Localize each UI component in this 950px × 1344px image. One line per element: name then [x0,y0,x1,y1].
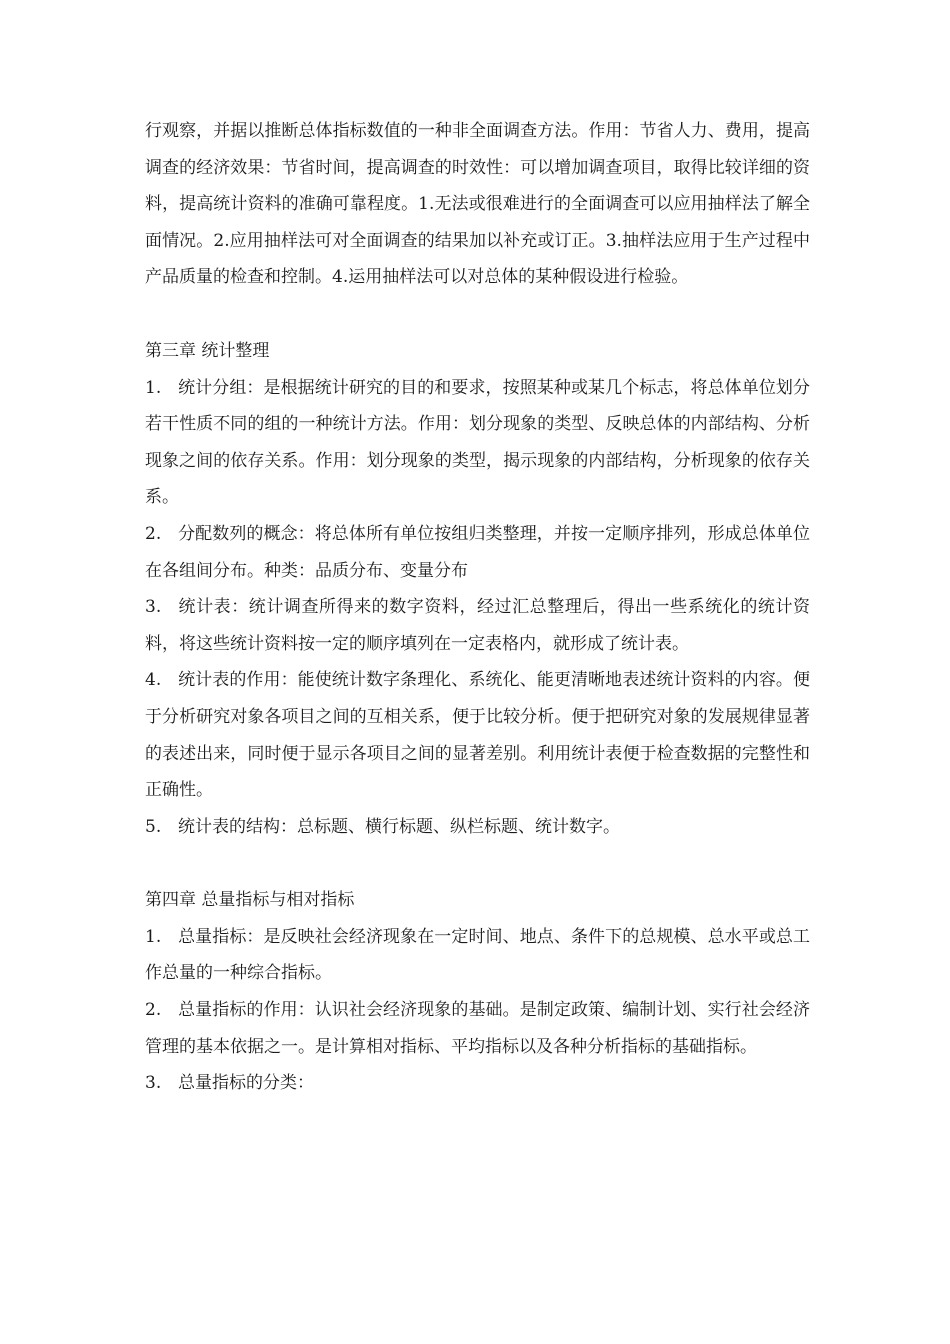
item-number: 3. [145,1073,162,1094]
chapter4-item-3 [145,1065,810,1102]
intro-paragraph: 行观察，并据以推断总体指标数值的一种非全面调查方法。作用：节省人力、费用，提高调查的经济效果：节省时间，提高调查的时效性：可以增加调查项目，取得比较详细的资料，提高统计资料的准确可靠程度。1.无法或很难进行的全面调查可以应用抽样法了解全面情况。2.应用抽样法可对全面调查的结果加以补充或订正。3.抽样法应用于生产过程中产品质量的检查和控制。4.运用抽样法可以对总体的某种假设进行检验。 [145,121,810,288]
chapter3-item-1 [145,370,810,516]
item-number: 2. [145,1000,162,1021]
item-number: 3. [145,597,162,618]
chapter4-title: 第四章 总量指标与相对指标 [145,890,355,911]
item-text: 统计表的作用：能使统计数字条理化、系统化、能更清晰地表述统计资料的内容。便于分析研究对象各项目之间的互相关系，便于比较分析。便于把研究对象的发展规律显著的表述出来，同时便于显示各项目之间的显著差别。利用统计表便于检查数据的完整性和正确性。 [145,670,810,801]
item-text: 总量指标的作用：认识社会经济现象的基础。是制定政策、编制计划、实行社会经济管理的基本依据之一。是计算相对指标、平均指标以及各种分析指标的基础指标。 [145,1000,810,1057]
section-gap [145,845,810,882]
item-text: 统计表：统计调查所得来的数字资料，经过汇总整理后，得出一些系统化的统计资料，将这些统计资料按一定的顺序填列在一定表格内，就形成了统计表。 [145,597,810,654]
item-number: 2. [145,523,162,544]
chapter4-item-1 [145,919,810,992]
item-text: 分配数列的概念：将总体所有单位按组归类整理，并按一定顺序排列，形成总体单位在各组间分布。种类：品质分布、变量分布 [145,523,810,581]
chapter3-title: 第三章 统计整理 [145,340,270,361]
chapter4-item-2 [145,992,810,1065]
item-number: 4. [145,670,162,691]
item-text: 统计表的结构：总标题、横行标题、纵栏标题、统计数字。 [178,816,620,837]
item-text: 总量指标：是反映社会经济现象在一定时间、地点、条件下的总规模、总水平或总工作总量的一种综合指标。 [145,926,810,984]
chapter3-item-3 [145,589,810,662]
item-number: 5. [145,816,162,837]
item-text: 总量指标的分类： [178,1073,314,1094]
item-number: 1. [145,926,162,947]
chapter3-item-5 [145,809,810,846]
chapter3-item-4 [145,662,810,808]
document-page [145,113,810,1102]
item-text: 统计分组：是根据统计研究的目的和要求，按照某种或某几个标志，将总体单位划分若干性质不同的组的一种统计方法。作用：划分现象的类型、反映总体的内部结构、分析现象之间的依存关系。作用：划分现象的类型，揭示现象的内部结构，分析现象的依存关系。 [145,377,810,508]
section-gap [145,296,810,333]
item-number: 1. [145,377,162,398]
chapter3-item-2 [145,516,810,589]
